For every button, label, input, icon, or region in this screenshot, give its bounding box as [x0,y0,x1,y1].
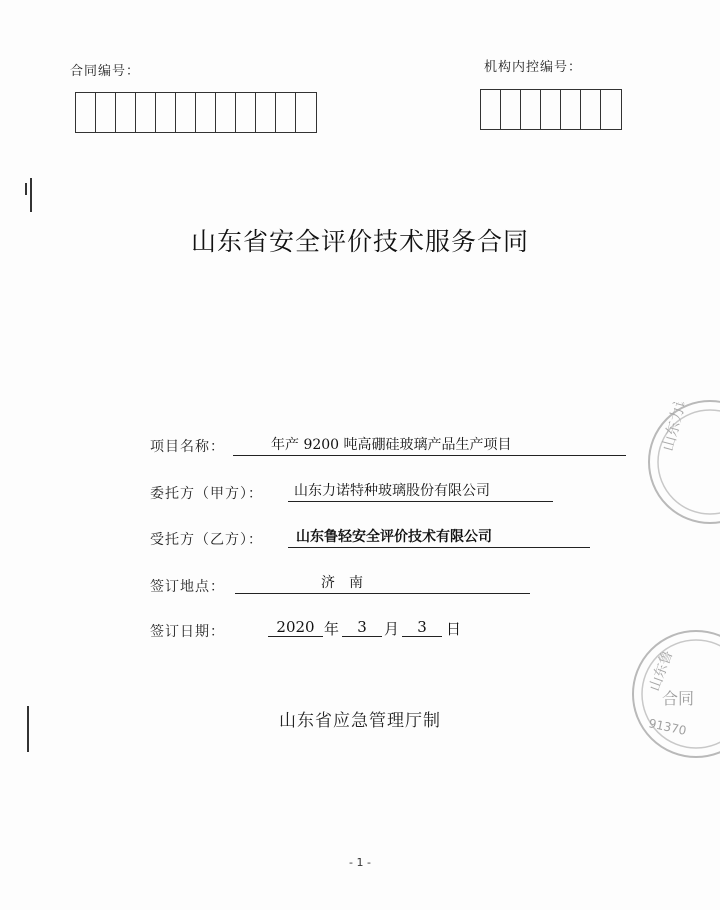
contractor-seal [632,630,720,758]
digit-box [96,93,116,132]
scan-artifact [30,178,32,212]
internal-control-number-boxes [480,89,622,130]
digit-box [501,90,521,129]
signing-location-label: 签订地点： [150,579,225,595]
seal-graphic [650,402,720,522]
seal-graphic [634,632,720,756]
digit-box [256,93,276,132]
page-number: - 1 - [349,856,371,869]
contractor-label: 受托方（乙方）： [150,532,263,548]
digit-box [216,93,236,132]
contract-title: 山东省安全评价技术服务合同 [190,227,529,256]
issuing-authority: 山东省应急管理厅制 [279,711,441,731]
contract-number-boxes [75,92,317,133]
digit-box [521,90,541,129]
digit-box [116,93,136,132]
contract-number-label: 合同编号： [70,64,141,79]
digit-box [296,93,316,132]
year-unit: 年 [324,620,340,638]
digit-box [276,93,296,132]
digit-box [541,90,561,129]
month-unit: 月 [384,620,400,638]
signing-location-value: 济 南 [235,572,530,594]
project-name-label: 项目名称： [150,439,225,455]
signing-month: 3 [342,618,382,637]
digit-box [136,93,156,132]
seal-text: 山东鲁 [646,648,677,694]
signing-day: 3 [402,618,442,637]
digit-box [236,93,256,132]
internal-control-number-label: 机构内控编号： [484,60,583,75]
signing-year: 2020 [268,618,323,637]
day-unit: 日 [446,620,462,638]
digit-box [601,90,621,129]
digit-box [76,93,96,132]
client-label: 委托方（甲方）： [150,486,263,502]
digit-box [561,90,581,129]
digit-box [156,93,176,132]
digit-box [176,93,196,132]
project-name-value: 年产 9200 吨高硼硅玻璃产品生产项目 [233,434,626,456]
digit-box [581,90,601,129]
seal-text: 合同 [662,689,695,708]
digit-box [481,90,501,129]
client-seal [648,400,720,524]
scan-artifact [25,183,27,195]
seal-text: 山东力诺特 [658,402,696,454]
contractor-value: 山东鲁轻安全评价技术有限公司 [288,526,590,548]
seal-text: 91370 [647,716,688,738]
digit-box [196,93,216,132]
signing-date-label: 签订日期： [150,624,225,640]
client-value: 山东力诺特种玻璃股份有限公司 [288,480,553,502]
